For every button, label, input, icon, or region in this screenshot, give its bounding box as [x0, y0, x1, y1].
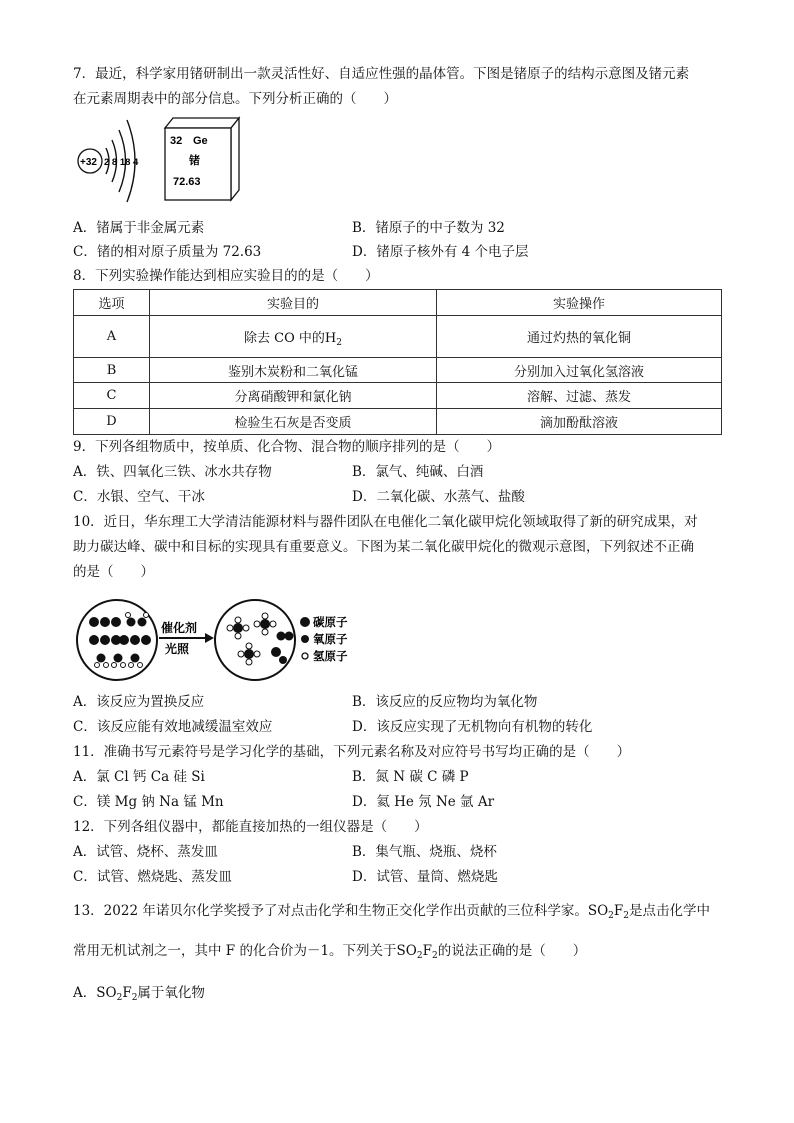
row-goal: 鉴别木炭粉和二氧化锰	[150, 358, 437, 383]
row-operation: 滴加酚酞溶液	[437, 409, 722, 435]
header-option: 选项	[74, 290, 150, 316]
table-row	[74, 358, 722, 383]
formula-so: SO	[587, 903, 609, 919]
q7-stem-line2: 在元素周期表中的部分信息。下列分析正确的（ ）	[73, 91, 397, 107]
goal-text: 除去 CO 中的	[244, 331, 325, 346]
q12-option-a: A．试管、烧杯、蒸发皿	[73, 844, 218, 860]
so2f2-formula	[588, 903, 629, 919]
row-goal	[150, 316, 437, 358]
q13-stem-line2	[73, 942, 586, 960]
row-option: C	[74, 383, 150, 409]
so2f2-formula	[96, 985, 137, 1001]
row-operation: 分别加入过氧化氢溶液	[437, 358, 722, 383]
q9-option-d: D．二氧化碳、水蒸气、盐酸	[352, 489, 525, 505]
formula-so: SO	[396, 943, 417, 959]
so2f2-formula	[397, 943, 438, 959]
q8-experiment-table	[73, 289, 722, 435]
q13-option-a-label: A．	[73, 985, 97, 1001]
q10-stem-line1: 10．近日，华东理工大学清洁能源材料与器件团队在电催化二氧化碳甲烷化领域取得了新的研究成果，对	[73, 514, 698, 530]
cell-element-symbol: Ge	[193, 135, 208, 147]
legend-hydrogen: 氢原子	[313, 649, 348, 663]
catalyst-label: 催化剂	[161, 621, 198, 635]
q12-option-d: D．试管、量筒、燃烧匙	[352, 869, 498, 885]
q9-option-b: B．氯气、纯碱、白酒	[352, 464, 484, 480]
row-goal: 分离硝酸钾和氯化钠	[150, 383, 437, 409]
formula-so: SO	[96, 985, 117, 1001]
formula-sub-2: 2	[416, 951, 423, 961]
q7-stem-line1: 7．最近，科学家用锗研制出一款灵活性好、自适应性强的晶体管。下图是锗原子的结构示意图及锗元素	[73, 66, 690, 82]
q9-option-a: A．铁、四氧化三铁、冰水共存物	[73, 464, 272, 480]
q7-option-c: C．锗的相对原子质量为 72.63	[73, 244, 262, 260]
header-operation: 实验操作	[437, 290, 722, 316]
q11-option-d: D．氦 He 氖 Ne 氩 Ar	[352, 794, 495, 810]
goal-formula: H	[324, 331, 337, 346]
formula-sub-f2: 2	[623, 911, 629, 921]
q13-stem-line1	[73, 902, 710, 920]
row-operation: 溶解、过滤、蒸发	[437, 383, 722, 409]
row-option: A	[74, 316, 150, 358]
table-header-row	[74, 290, 722, 316]
periodic-table-cell	[165, 118, 239, 200]
q13-text-b: 是点击化学中	[629, 903, 710, 919]
q9-option-c: C．水银、空气、干冰	[73, 489, 205, 505]
q7-option-b: B．锗原子的中子数为 32	[352, 220, 505, 236]
q11-option-c: C．镁 Mg 钠 Na 锰 Mn	[73, 794, 224, 810]
reaction-arrow	[159, 620, 214, 656]
formula-sub-2: 2	[608, 911, 614, 921]
q8-stem: 8．下列实验操作能达到相应实验目的的是（ ）	[73, 268, 379, 284]
row-option: B	[74, 358, 150, 383]
cell-atomic-number: 32	[170, 135, 183, 147]
germanium-figure	[73, 114, 248, 204]
q11-option-a: A．氯 Cl 钙 Ca 硅 Si	[73, 769, 205, 785]
legend-carbon: 碳原子	[313, 615, 348, 629]
q13-option-a	[73, 984, 205, 1002]
q13-option-a-text: 属于氧化物	[137, 985, 205, 1001]
q12-stem: 12．下列各组仪器中，都能直接加热的一组仪器是（ ）	[73, 819, 428, 835]
light-label: 光照	[165, 642, 190, 656]
q10-option-b: B．该反应的反应物均为氧化物	[352, 694, 538, 710]
atom-nucleus-charge: +32	[80, 157, 97, 168]
header-goal: 实验目的	[150, 290, 437, 316]
q9-stem: 9．下列各组物质中，按单质、化合物、混合物的顺序排列的是（ ）	[73, 439, 501, 455]
q7-option-a: A．锗属于非金属元素	[73, 220, 205, 236]
formula-f: F	[613, 903, 624, 919]
q10-stem-line3: 的是（ ）	[73, 564, 154, 580]
q12-option-c: C．试管、燃烧匙、蒸发皿	[73, 869, 232, 885]
cell-element-name: 锗	[189, 154, 200, 167]
formula-f: F	[422, 943, 432, 959]
reaction-microscopic-diagram	[73, 598, 363, 684]
atom-legend	[300, 615, 348, 663]
q10-option-d: D．该反应实现了无机物向有机物的转化	[352, 719, 593, 735]
goal-formula-subscript: 2	[336, 338, 342, 348]
atom-shell-electrons: 2 8 18 4	[104, 157, 139, 168]
formula-f: F	[122, 985, 132, 1001]
q13-text-d: 的说法正确的是（ ）	[437, 943, 587, 959]
cell-atomic-mass: 72.63	[173, 176, 201, 188]
q13-text-c: 常用无机试剂之一，其中 F 的化合价为－1。下列关于	[73, 943, 397, 959]
row-goal: 检验生石灰是否变质	[150, 409, 437, 435]
q11-stem: 11．准确书写元素符号是学习化学的基础，下列元素名称及对应符号书写均正确的是（ ）	[73, 744, 631, 760]
row-operation: 通过灼热的氧化铜	[437, 316, 722, 358]
germanium-atom-diagram	[78, 120, 139, 202]
q7-option-d: D．锗原子核外有 4 个电子层	[352, 244, 529, 260]
q10-stem-line2: 助力碳达峰、碳中和目标的实现具有重要意义。下图为某二氧化碳甲烷化的微观示意图，下列叙述不正确	[73, 539, 694, 555]
formula-sub-f2: 2	[131, 993, 138, 1003]
row-option: D	[74, 409, 150, 435]
table-row	[74, 316, 722, 358]
q12-option-b: B．集气瓶、烧瓶、烧杯	[352, 844, 497, 860]
q13-text-a: 13．2022 年诺贝尔化学奖授予了对点击化学和生物正交化学作出贡献的三位科学家。	[73, 903, 588, 919]
table-row	[74, 383, 722, 409]
q10-option-c: C．该反应能有效地减缓温室效应	[73, 719, 273, 735]
legend-oxygen: 氧原子	[313, 632, 348, 646]
q10-option-a: A．该反应为置换反应	[73, 694, 205, 710]
table-row	[74, 409, 722, 435]
q11-option-b: B．氮 N 碳 C 磷 P	[352, 769, 469, 785]
formula-sub-2: 2	[116, 993, 123, 1003]
reactants-circle	[77, 600, 157, 680]
products-circle	[215, 600, 295, 680]
formula-sub-f2: 2	[431, 951, 438, 961]
